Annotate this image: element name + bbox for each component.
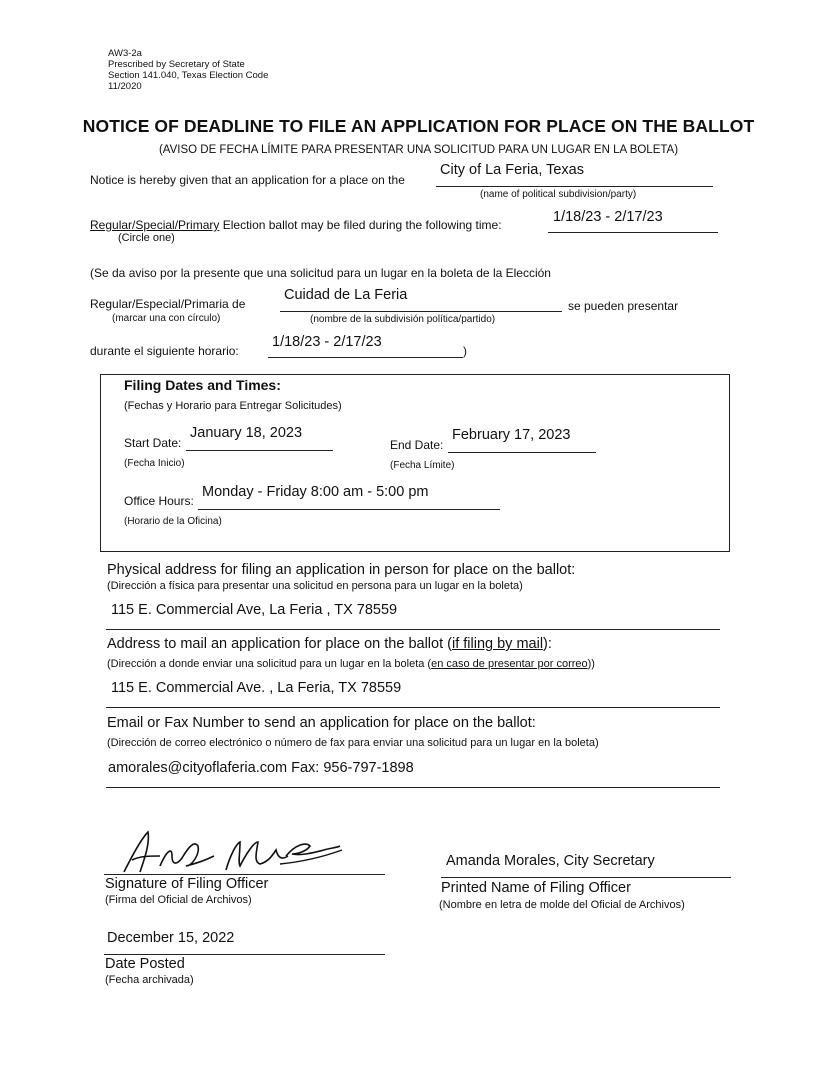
date-posted-label: Date Posted (105, 956, 185, 972)
mail-heading-es-post: )) (587, 658, 595, 670)
spanish-subdivision-value[interactable]: Cuidad de La Feria (284, 287, 408, 303)
start-underline (186, 450, 333, 451)
printed-name-label: Printed Name of Filing Officer (441, 880, 631, 896)
subdivision-value[interactable]: City of La Feria, Texas (440, 162, 584, 178)
page-title: NOTICE OF DEADLINE TO FILE AN APPLICATION FOR PLACE ON THE BALLOT (82, 116, 755, 136)
spanish-tail: se pueden presentar (568, 299, 679, 313)
mail-address-value[interactable]: 115 E. Commercial Ave. , La Feria, TX 78559 (111, 680, 402, 696)
date-posted-underline (104, 954, 385, 955)
form-meta (108, 48, 268, 92)
start-label: Start Date: (124, 436, 182, 450)
date-posted-label-es: (Fecha archivada) (105, 974, 194, 986)
mail-heading-underlined: if filing by mail (451, 636, 544, 652)
physical-address-value[interactable]: 115 E. Commercial Ave, La Feria , TX 78559 (111, 602, 398, 618)
hours-value[interactable]: Monday - Friday 8:00 am - 5:00 pm (202, 484, 429, 500)
handwritten-signature (110, 826, 350, 878)
ballot-rest: Election ballot may be filed during the following time: (222, 218, 502, 232)
spanish-subdivision-underline (280, 311, 562, 312)
filing-title: Filing Dates and Times: (124, 377, 281, 393)
spanish-types: Regular/Especial/Primaria de (90, 297, 246, 311)
signature-underline (104, 874, 385, 875)
signature-label: Signature of Filing Officer (105, 876, 269, 892)
spanish-time-underline (268, 357, 463, 358)
spanish-subdivision-caption: (nombre de la subdivisión política/partido) (310, 314, 496, 325)
email-fax-value[interactable]: amorales@cityoflaferia.com Fax: 956-797-1898 (108, 760, 414, 776)
time-range-underline (548, 232, 718, 233)
spanish-time-lead: durante el siguiente horario: (90, 344, 239, 358)
physical-heading: Physical address for filing an application in person for place on the ballot: (107, 562, 576, 578)
mail-heading-es (107, 658, 595, 670)
spanish-circle-one: (marcar una con círculo) (112, 313, 221, 324)
email-heading-es: (Dirección de correo electrónico o número de fax para enviar una solicitud para un lugar en la boleta) (107, 737, 599, 749)
ballot-types: Regular/Special/Primary (90, 218, 220, 232)
mail-underline (106, 707, 720, 708)
code-section: Section 141.040, Texas Election Code (108, 70, 269, 81)
end-es: (Fecha Límite) (390, 460, 455, 471)
page-subtitle: (AVISO DE FECHA LÍMITE PARA PRESENTAR UNA SOLICITUD PARA UN LUGAR EN LA BOLETA) (158, 144, 679, 156)
end-underline (448, 452, 596, 453)
end-label: End Date: (390, 438, 444, 452)
end-value[interactable]: February 17, 2023 (452, 427, 571, 443)
mail-heading-es-underlined: en caso de presentar por correo (431, 658, 588, 670)
spanish-close-paren: ) (463, 344, 467, 358)
signature-label-es: (Firma del Oficial de Archivos) (105, 894, 252, 906)
ballot-type-line (90, 218, 502, 232)
filing-title-es: (Fechas y Horario para Entregar Solicitudes) (124, 400, 342, 412)
spanish-line-1: (Se da aviso por la presente que una solicitud para un lugar en la boleta de la Elección (90, 266, 551, 280)
physical-heading-es: (Dirección a física para presentar una solicitud en persona para un lugar en la boleta) (107, 580, 523, 592)
form-id: AW3-2a (108, 48, 142, 59)
prescribed-by: Prescribed by Secretary of State (108, 59, 245, 70)
start-es: (Fecha Inicio) (124, 458, 185, 469)
hours-underline (198, 509, 500, 510)
circle-one: (Circle one) (118, 232, 175, 244)
mail-heading (107, 636, 552, 652)
email-heading: Email or Fax Number to send an application for place on the ballot: (107, 715, 536, 731)
printed-name-underline (441, 877, 731, 878)
date-posted-value[interactable]: December 15, 2022 (107, 930, 235, 946)
hours-es: (Horario de la Oficina) (124, 516, 222, 527)
email-underline (106, 787, 720, 788)
start-value[interactable]: January 18, 2023 (190, 425, 303, 441)
form-date: 11/2020 (108, 81, 142, 92)
time-range-value[interactable]: 1/18/23 - 2/17/23 (553, 209, 663, 225)
mail-heading-pre: Address to mail an application for place on the ballot ( (107, 636, 452, 652)
subdivision-caption: (name of political subdivision/party) (480, 189, 637, 200)
spanish-time-value[interactable]: 1/18/23 - 2/17/23 (272, 334, 382, 350)
subdivision-underline (436, 186, 713, 187)
physical-underline (106, 629, 720, 630)
hours-label: Office Hours: (124, 494, 194, 508)
notice-lead: Notice is hereby given that an application for a place on the (90, 173, 405, 187)
printed-name-label-es: (Nombre en letra de molde del Oficial de Archivos) (439, 899, 685, 911)
mail-heading-es-pre: (Dirección a donde enviar una solicitud para un lugar en la boleta ( (107, 658, 432, 670)
mail-heading-post: ): (543, 636, 552, 652)
printed-name-value[interactable]: Amanda Morales, City Secretary (446, 853, 655, 869)
